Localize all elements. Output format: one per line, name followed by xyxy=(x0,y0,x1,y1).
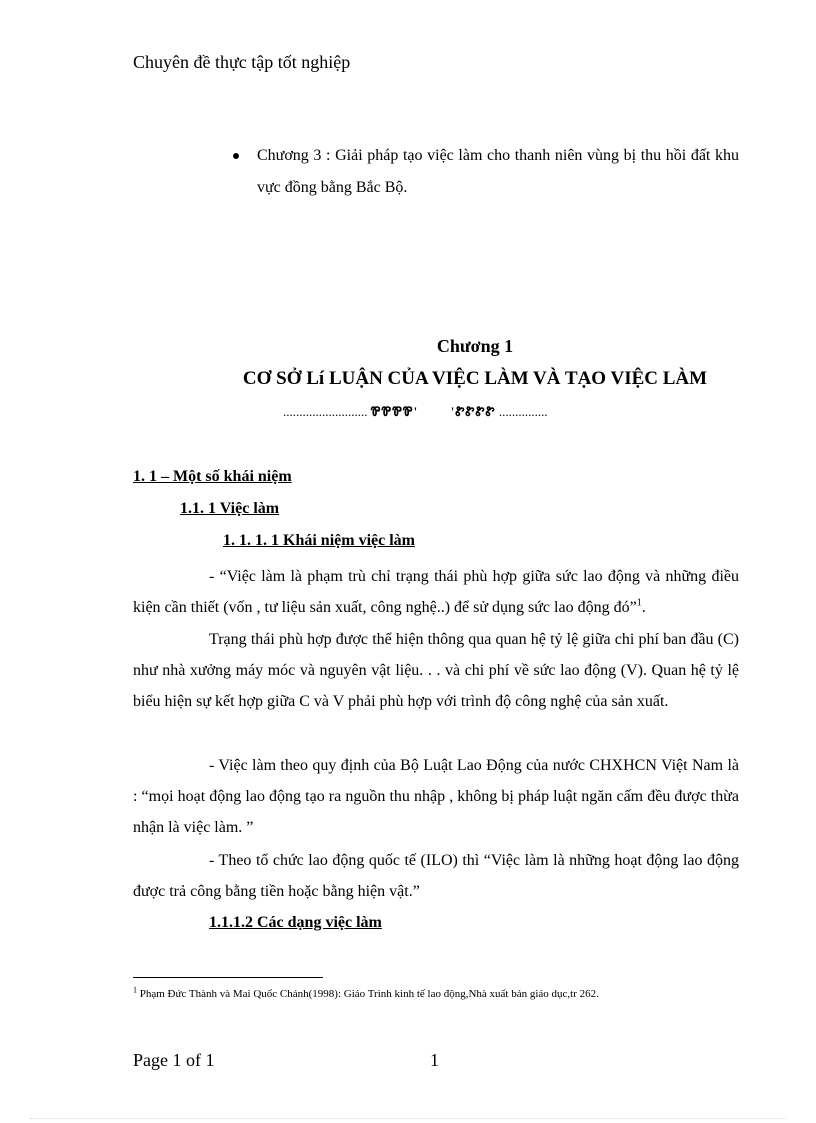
paragraph-definition-end: . xyxy=(641,599,646,616)
ornament-right-glyphs: 'ᏑᏑᏑᏑ xyxy=(450,404,496,419)
section-heading-1-1: 1. 1 – Một số khái niệm xyxy=(133,468,292,485)
page-label: Page 1 of 1 xyxy=(133,1050,215,1070)
chapter-number: Chương 1 xyxy=(436,336,514,356)
section-heading-1-1-1-2: 1.1.1.2 Các dạng việc làm xyxy=(209,914,382,931)
page-bottom-divider xyxy=(30,1118,786,1119)
footnote xyxy=(133,985,599,1000)
chapter-ornament xyxy=(283,404,548,420)
paragraph-state: Trạng thái phù hợp được thể hiện thông qua quan hệ tỷ lệ giữa chi phí ban đầu (C) như nhà xưởng máy móc và nguyên vật liệu. . . và chi phí về sức lao động (V). Quan hệ tỷ lệ biểu hiện sự kết hợp giữa C và V phải phù hợp với trình độ công nghệ của sản xuất. xyxy=(133,631,739,710)
bullet-item xyxy=(233,140,739,204)
footnote-ref: 1 xyxy=(636,597,642,609)
footnote-text: Phạm Đức Thành và Mai Quốc Chánh(1998): Giáo Trình kinh tế lao động,Nhà xuất bản giáo dục,tr 262. xyxy=(137,988,599,1000)
chapter-title: CƠ SỞ Lí LUẬN CỦA VIỆC LÀM VÀ TẠO VIỆC LÀM xyxy=(242,368,708,389)
paragraph-ilo: - Theo tổ chức lao động quốc tế (ILO) thì “Việc làm là những hoạt động lao động được trả công bằng tiền hoặc bằng hiện vật.” xyxy=(133,852,739,900)
footnote-mark: 1 xyxy=(133,985,137,995)
paragraph-labor-code: - Việc làm theo quy định của Bộ Luật Lao Động của nước CHXHCN Việt Nam là : “mọi hoạt động lao động tạo ra nguồn thu nhập , không bị pháp luật ngăn cấm đều được thừa nhận là việc làm. ” xyxy=(133,757,739,836)
section-heading-1-1-1-1: 1. 1. 1. 1 Khái niệm việc làm xyxy=(223,532,415,549)
page-number: 1 xyxy=(430,1050,439,1070)
ornament-dots-left: .......................... xyxy=(283,404,368,419)
document-header: Chuyên đề thực tập tốt nghiệp xyxy=(133,52,351,72)
section-heading-1-1-1: 1.1. 1 Việc làm xyxy=(180,500,280,517)
paragraph-definition-text: - “Việc làm là phạm trù chỉ trạng thái phù hợp giữa sức lao động và những điều kiện cần thiết (vốn , tư liệu sản xuất, công nghệ..) để sử dụng sức lao động đó” xyxy=(133,568,739,616)
paragraph-definition xyxy=(133,561,739,623)
ornament-dots-right: ............... xyxy=(498,404,548,419)
bullet-text: Chương 3 : Giải pháp tạo việc làm cho thanh niên vùng bị thu hồi đất khu vực đồng bằng Bắc Bộ. xyxy=(257,147,739,196)
ornament-left-glyphs: ᏈᏈᏈᏈ' xyxy=(370,404,419,419)
bullet-dot-icon xyxy=(233,153,239,159)
footnote-separator xyxy=(133,977,323,978)
